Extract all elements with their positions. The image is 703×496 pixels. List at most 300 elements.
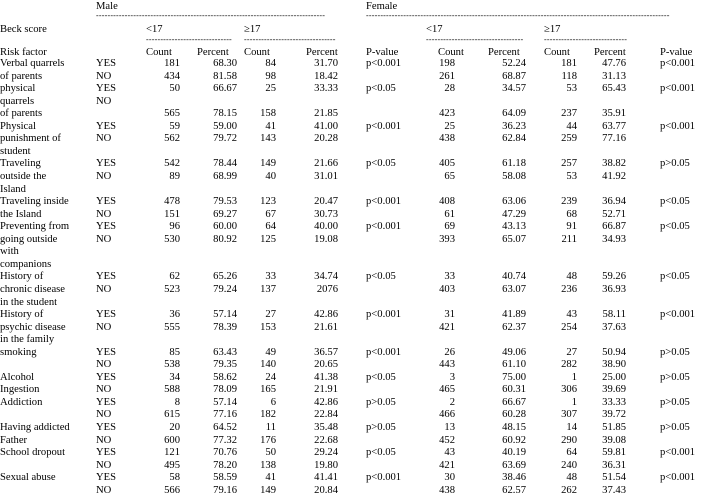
male-ge17-percent: 18.42 [314,70,338,82]
male-pvalue: p<0.001 [366,58,402,69]
male-ge17-count: 41 [265,472,276,484]
male-pvalue: p<0.05 [366,158,396,170]
male-lt17-percent: 78.44 [213,158,237,170]
risk-factor-label: Sexual abuse [0,472,56,484]
female-ge17-percent: 59.26 [602,271,626,283]
risk-factor-label: student [0,145,31,157]
male-ge17-count: 149 [260,158,276,170]
female-ge17-percent: 37.43 [602,484,626,496]
female-lt17-count: 26 [444,346,455,358]
female-lt17-percent: 61.10 [502,359,526,371]
female-ge17-count: 91 [566,221,577,233]
risk-factor-label: smoking [0,346,37,358]
female-ge17-percent: 52.71 [602,208,626,220]
female-ge17-count: 181 [561,58,577,69]
male-lt17-percent: 79.16 [213,484,237,496]
male-lt17-percent: 64.52 [213,422,237,433]
female-lt17-divider: ---------------------------------- [426,37,524,43]
risk-factor-label: going outside [0,233,58,245]
risk-factor-label: companions [0,258,52,270]
beck-score-label: Beck score [0,24,47,35]
response-cell: YES [96,346,117,358]
risk-factor-label: Preventing from [0,221,70,233]
male-ge17-percent: 21.66 [314,158,338,170]
female-lt17-count: 393 [439,233,455,245]
male-ge17-count: 123 [260,196,276,208]
female-lt17-percent: 62.57 [502,484,526,496]
risk-factor-label: outside the [0,170,47,182]
female-lt17-count: 30 [444,472,455,484]
response-cell: YES [96,120,117,132]
male-ge17-count: 137 [260,283,276,295]
male-ge17-percent: 20.65 [314,359,338,371]
female-pvalue: p<0.05 [660,221,690,233]
female-lt17-percent: 40.19 [502,447,526,459]
male-ge17-percent: 41.00 [314,120,338,132]
female-lt17-count: 408 [439,196,455,208]
male-lt17-percent: 58.59 [213,472,237,484]
response-cell: NO [96,133,112,145]
male-lt17-count: 538 [164,359,180,371]
male-lt17-percent: 78.39 [213,321,237,333]
female-lt17-percent: 63.69 [502,459,526,471]
female-ge17-percent: 35.91 [602,108,626,120]
female-ge17-percent: 34.93 [602,233,626,245]
female-lt17-count: 33 [444,271,455,283]
male-lt17-count: 555 [164,321,180,333]
female-ge17-count: 290 [561,434,577,446]
male-ge17-percent: 33.33 [314,83,338,95]
female-ge17-count: 14 [566,422,577,433]
male-lt17-percent: 78.09 [213,384,237,396]
male-ge17-count: 182 [260,409,276,421]
male-lt17-percent: 58.62 [213,371,237,383]
female-lt17-percent: 63.06 [502,196,526,208]
female-ge17-percent: 33.33 [602,396,626,408]
female-ge17-percent: 63.77 [602,120,626,132]
male-lt17-count: 34 [169,371,180,383]
male-lt17-percent: 69.27 [213,208,237,220]
male-lt17-count: 8 [174,396,180,408]
female-lt17-percent-header: Percent [488,47,520,58]
female-ge17-count: 257 [561,158,577,170]
female-ge17-count: 27 [566,346,577,358]
female-ge17-percent: 41.92 [602,170,626,182]
response-cell: NO [96,321,112,333]
response-cell: NO [96,233,112,245]
male-ge17-percent: 31.01 [314,170,338,182]
male-ge17-percent: 41.38 [314,371,338,383]
female-ge17-count: 211 [561,233,577,245]
female-header: Female [366,1,398,12]
male-lt17-percent: 77.16 [213,409,237,421]
male-lt17-percent: 81.58 [213,70,237,82]
male-lt17-count: 96 [169,221,180,233]
male-lt17-percent: 57.14 [213,396,237,408]
male-ge17-percent-header: Percent [306,47,338,58]
male-ge17-count: 84 [265,58,276,69]
male-ge17-count: 50 [265,447,276,459]
male-ge17-percent: 34.74 [314,271,338,283]
female-pvalue: p<0.001 [660,120,696,132]
male-lt17-percent: 59.00 [213,120,237,132]
male-lt17-percent: 79.53 [213,196,237,208]
female-lt17-count: 421 [439,459,455,471]
male-ge17-count: 25 [265,83,276,95]
risk-factor-label: Father [0,434,28,446]
female-ge17-count: 53 [566,170,577,182]
response-cell: NO [96,409,112,421]
female-ge17-count: 48 [566,472,577,484]
male-lt17-count: 565 [164,108,180,120]
male-ge17-count: 140 [260,359,276,371]
female-ge17-percent: 50.94 [602,346,626,358]
male-lt17-count: 89 [169,170,180,182]
female-ge17-count: 262 [561,484,577,496]
male-ge17-count: 149 [260,484,276,496]
female-ge17-count: 68 [566,208,577,220]
male-ge17-percent: 21.91 [314,384,338,396]
risk-factor-label: Traveling inside [0,196,69,208]
response-cell: YES [96,309,117,320]
response-cell: NO [96,434,112,446]
male-lt17-count: 478 [164,196,180,208]
female-ge17-percent: 51.54 [602,472,626,484]
female-lt17-percent: 75.00 [502,371,526,383]
female-lt17-count: 443 [439,359,455,371]
male-lt17-percent: 57.14 [213,309,237,320]
female-lt17-count: 28 [444,83,455,95]
male-ge17-count: 165 [260,384,276,396]
risk-factor-label: chronic disease [0,283,66,295]
female-ge17-count: 1 [571,396,577,408]
response-cell: YES [96,58,117,69]
female-lt17-percent: 62.84 [502,133,526,145]
female-lt17-count: 423 [439,108,455,120]
risk-factor-label: in the student [0,296,58,308]
female-ge17-percent: 51.85 [602,422,626,433]
male-ge17-percent: 35.48 [314,422,338,433]
female-lt17-percent: 63.07 [502,283,526,295]
female-lt17-percent: 49.06 [502,346,526,358]
male-ge17-percent: 29.24 [314,447,338,459]
female-lt17-count: 65 [444,170,455,182]
male-ge17-percent: 22.84 [314,409,338,421]
male-ge17-count: 98 [265,70,276,82]
male-ge17-percent: 40.00 [314,221,338,233]
female-lt17-percent: 66.67 [502,396,526,408]
male-lt17-count: 523 [164,283,180,295]
male-lt17-count: 151 [164,208,180,220]
female-lt17-count: 43 [444,447,455,459]
male-ge17-count: 125 [260,233,276,245]
female-lt17-percent: 34.57 [502,83,526,95]
response-cell: YES [96,196,117,208]
response-cell: YES [96,271,117,283]
male-ge17-percent: 20.47 [314,196,338,208]
male-lt17-percent: 68.99 [213,170,237,182]
female-lt17-percent: 61.18 [502,158,526,170]
female-lt17-count: 261 [439,70,455,82]
female-lt17-count: 421 [439,321,455,333]
female-lt17-count: 465 [439,384,455,396]
female-ge17-percent: 39.08 [602,434,626,446]
male-lt17-count: 588 [164,384,180,396]
risk-factor-label: Island [0,183,26,195]
female-ge17-percent: 65.43 [602,83,626,95]
female-ge17-count: 236 [561,283,577,295]
risk-factor-label: in the family [0,334,55,346]
male-lt17-header: <17 [146,24,163,35]
male-ge17-count: 6 [270,396,276,408]
male-lt17-percent: 68.30 [213,58,237,69]
female-ge17-count: 64 [566,447,577,459]
female-lt17-percent: 60.92 [502,434,526,446]
response-cell: NO [96,70,112,82]
female-ge17-percent-header: Percent [594,47,626,58]
male-ge17-count: 11 [265,422,276,433]
female-lt17-count: 405 [439,158,455,170]
male-pvalue-header: P-value [366,47,399,58]
female-lt17-count: 2 [449,396,455,408]
risk-factor-label: History of [0,271,44,283]
male-ge17-count: 41 [265,120,276,132]
male-lt17-count: 121 [164,447,180,459]
response-cell: NO [96,484,112,496]
male-divider: -------------------------------------------------------------------------------- [96,13,326,19]
male-lt17-count: 495 [164,459,180,471]
female-lt17-count: 452 [439,434,455,446]
female-ge17-count: 48 [566,271,577,283]
male-pvalue: p>0.05 [366,422,396,433]
female-lt17-percent: 68.87 [502,70,526,82]
male-lt17-count: 562 [164,133,180,145]
risk-factor-label: Addiction [0,396,43,408]
female-lt17-percent: 47.29 [502,208,526,220]
response-cell: NO [96,95,112,107]
male-lt17-count: 59 [169,120,180,132]
male-lt17-percent: 79.72 [213,133,237,145]
male-ge17-count: 67 [265,208,276,220]
female-ge17-count: 254 [561,321,577,333]
response-cell: YES [96,422,117,433]
female-divider: ---------------------------------------------------------------------------------------------------------- [366,13,670,19]
male-lt17-percent: 77.32 [213,434,237,446]
female-lt17-header: <17 [426,24,443,35]
male-pvalue: p<0.001 [366,309,402,320]
female-lt17-percent: 38.46 [502,472,526,484]
male-ge17-count: 138 [260,459,276,471]
female-ge17-percent: 31.13 [602,70,626,82]
female-ge17-count-header: Count [544,47,570,58]
female-lt17-percent: 40.74 [502,271,526,283]
risk-factor-label: quarrels [0,95,35,107]
male-lt17-percent: 66.67 [213,83,237,95]
response-cell: YES [96,221,117,233]
male-ge17-percent: 36.57 [314,346,338,358]
risk-factor-header: Risk factor [0,47,47,58]
female-lt17-percent: 60.31 [502,384,526,396]
male-ge17-percent: 21.61 [314,321,338,333]
female-ge17-percent: 38.90 [602,359,626,371]
male-lt17-percent: 79.35 [213,359,237,371]
female-lt17-count: 403 [439,283,455,295]
response-cell: YES [96,472,117,484]
response-cell: YES [96,396,117,408]
response-cell: YES [96,158,117,170]
male-lt17-count: 530 [164,233,180,245]
female-lt17-percent: 58.08 [502,170,526,182]
risk-factor-label: Traveling [0,158,41,170]
male-ge17-count: 143 [260,133,276,145]
male-ge17-count: 27 [265,309,276,320]
response-cell: NO [96,208,112,220]
male-ge17-count: 49 [265,346,276,358]
male-ge17-count: 33 [265,271,276,283]
risk-factor-label: physical [0,83,36,95]
female-pvalue: p<0.05 [660,196,690,208]
response-cell: YES [96,447,117,459]
male-lt17-percent: 70.76 [213,447,237,459]
female-ge17-count: 239 [561,196,577,208]
male-ge17-percent: 19.08 [314,233,338,245]
male-lt17-percent: 60.00 [213,221,237,233]
male-pvalue: p>0.05 [366,396,396,408]
male-ge17-percent: 31.70 [314,58,338,69]
male-pvalue: p<0.05 [366,447,396,459]
female-ge17-count: 307 [561,409,577,421]
male-lt17-count: 62 [169,271,180,283]
response-cell: YES [96,371,117,383]
male-lt17-count: 434 [164,70,180,82]
female-ge17-percent: 36.94 [602,196,626,208]
female-pvalue: p>0.05 [660,346,690,358]
male-ge17-count-header: Count [244,47,270,58]
risk-factor-label: psychic disease [0,321,66,333]
male-lt17-count: 85 [169,346,180,358]
male-lt17-percent-header: Percent [197,47,229,58]
female-ge17-count: 259 [561,133,577,145]
response-cell: NO [96,170,112,182]
male-pvalue: p<0.001 [366,196,402,208]
female-ge17-count: 53 [566,83,577,95]
male-lt17-count: 58 [169,472,180,484]
male-ge17-percent: 42.86 [314,396,338,408]
female-lt17-count: 466 [439,409,455,421]
male-lt17-count: 36 [169,309,180,320]
male-ge17-count: 64 [265,221,276,233]
risk-factor-label: punishment of [0,133,61,145]
female-ge17-percent: 37.63 [602,321,626,333]
risk-factor-label: Physical [0,120,36,132]
female-lt17-percent: 65.07 [502,233,526,245]
female-lt17-count: 198 [439,58,455,69]
female-pvalue: p<0.001 [660,83,696,95]
male-ge17-count: 176 [260,434,276,446]
male-lt17-count: 566 [164,484,180,496]
female-lt17-percent: 64.09 [502,108,526,120]
female-lt17-count: 61 [444,208,455,220]
male-lt17-count: 50 [169,83,180,95]
risk-factor-label: the Island [0,208,42,220]
female-lt17-percent: 52.24 [502,58,526,69]
male-pvalue: p<0.001 [366,120,402,132]
female-ge17-percent: 58.11 [602,309,626,320]
female-pvalue: p<0.05 [660,271,690,283]
female-lt17-percent: 43.13 [502,221,526,233]
female-ge17-divider: ----------------------------- [544,37,628,43]
female-lt17-count: 25 [444,120,455,132]
male-ge17-count: 153 [260,321,276,333]
male-ge17-percent: 20.28 [314,133,338,145]
female-pvalue: p<0.001 [660,309,696,320]
female-lt17-count: 31 [444,309,455,320]
female-ge17-count: 118 [561,70,577,82]
male-ge17-percent: 20.84 [314,484,338,496]
female-ge17-percent: 38.82 [602,158,626,170]
risk-factor-label: with [0,246,19,258]
risk-factor-label: Having addicted [0,422,70,433]
female-pvalue: p>0.05 [660,422,690,433]
female-ge17-count: 240 [561,459,577,471]
risk-factor-label: of parents [0,70,43,82]
female-lt17-percent: 41.89 [502,309,526,320]
female-ge17-count: 306 [561,384,577,396]
female-lt17-count-header: Count [438,47,464,58]
male-ge17-percent: 41.41 [314,472,338,484]
male-ge17-divider: -------------------------------- [244,37,336,43]
female-ge17-percent: 36.93 [602,283,626,295]
male-lt17-percent: 78.20 [213,459,237,471]
male-ge17-percent: 42.86 [314,309,338,320]
female-ge17-header: ≥17 [544,24,561,35]
female-pvalue: p<0.001 [660,472,696,484]
response-cell: NO [96,283,112,295]
female-lt17-percent: 36.23 [502,120,526,132]
male-pvalue: p<0.001 [366,472,402,484]
female-ge17-percent: 39.69 [602,384,626,396]
male-ge17-count: 40 [265,170,276,182]
male-header: Male [96,1,118,12]
female-ge17-count: 237 [561,108,577,120]
female-pvalue: p>0.05 [660,371,690,383]
female-ge17-count: 43 [566,309,577,320]
response-cell: YES [96,83,117,95]
female-pvalue-header: P-value [660,47,693,58]
male-lt17-count: 615 [164,409,180,421]
male-pvalue: p<0.05 [366,271,396,283]
male-lt17-count: 600 [164,434,180,446]
male-pvalue: p<0.001 [366,346,402,358]
male-ge17-percent: 19.80 [314,459,338,471]
response-cell: NO [96,384,112,396]
male-lt17-percent: 65.26 [213,271,237,283]
female-lt17-count: 438 [439,484,455,496]
risk-factor-label: Alcohol [0,371,35,383]
female-ge17-count: 282 [561,359,577,371]
male-pvalue: p<0.001 [366,221,402,233]
male-lt17-percent: 79.24 [213,283,237,295]
male-lt17-count-header: Count [146,47,172,58]
male-lt17-count: 20 [169,422,180,433]
male-ge17-percent: 30.73 [314,208,338,220]
female-ge17-percent: 25.00 [602,371,626,383]
female-lt17-count: 13 [444,422,455,433]
risk-factor-label: School dropout [0,447,66,459]
male-lt17-count: 542 [164,158,180,170]
risk-factor-label: Verbal quarrels [0,58,65,69]
male-lt17-divider: ------------------------------ [146,37,232,43]
